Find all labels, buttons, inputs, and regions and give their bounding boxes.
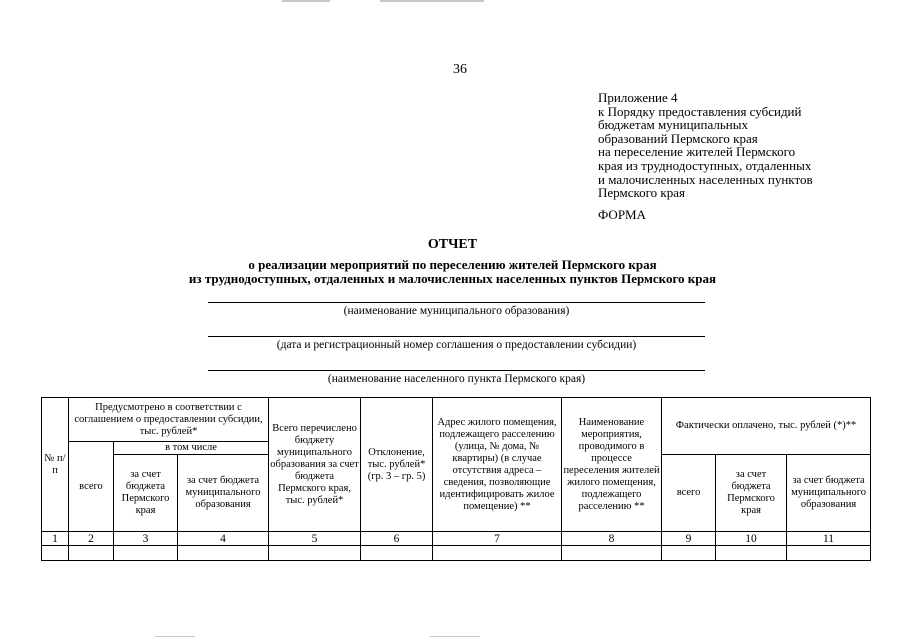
column-number: 2 — [69, 532, 114, 546]
column-number: 8 — [562, 532, 662, 546]
header-paid-regional: за счет бюджета Пермского края — [716, 455, 787, 532]
appendix-line: и малочисленных населенных пунктов — [598, 171, 813, 187]
appendix-block — [598, 91, 898, 200]
agreement-caption: (дата и регистрационный номер соглашения о предоставлении субсидии) — [276, 339, 637, 351]
scan-artifact — [282, 0, 330, 2]
empty-cell — [178, 546, 269, 561]
header-provided-total: всего — [69, 442, 114, 532]
header-transferred: Всего перечислено бюджету муниципального образования за счет бюджета Пермского края, тыс. рублей* — [269, 398, 361, 532]
appendix-line: к Порядку предоставления субсидий — [598, 103, 802, 119]
empty-cell — [662, 546, 716, 561]
empty-cell — [69, 546, 114, 561]
header-paid-total: всего — [662, 455, 716, 532]
municipality-fill-line — [208, 302, 705, 303]
empty-cell — [114, 546, 178, 561]
appendix-line: бюджетам муниципальных — [598, 117, 748, 133]
report-table — [41, 397, 871, 561]
scan-artifact — [155, 636, 195, 637]
scan-artifact — [380, 0, 484, 2]
empty-cell — [42, 546, 69, 561]
empty-cell — [433, 546, 562, 561]
form-label: ФОРМА — [598, 207, 646, 222]
column-number: 10 — [716, 532, 787, 546]
table-row-empty — [42, 546, 871, 561]
page-number: 36 — [453, 62, 467, 77]
column-number: 4 — [178, 532, 269, 546]
header-provided-municipal: за счет бюджета муниципального образования — [178, 455, 269, 532]
column-number: 6 — [361, 532, 433, 546]
header-provided-including: в том числе — [114, 442, 269, 455]
document-subtitle — [0, 258, 905, 286]
column-number: 3 — [114, 532, 178, 546]
appendix-line: образований Пермского края — [598, 130, 758, 146]
header-paid-municipal: за счет бюджета муниципального образования — [787, 455, 871, 532]
subtitle-line: о реализации мероприятий по переселению жителей Пермского края — [248, 257, 657, 272]
appendix-line: Приложение 4 — [598, 90, 678, 105]
empty-cell — [269, 546, 361, 561]
column-numbers-row — [42, 532, 871, 546]
empty-cell — [562, 546, 662, 561]
appendix-line: края из труднодоступных, отдаленных — [598, 157, 812, 173]
empty-cell — [787, 546, 871, 561]
header-provided-group: Предусмотрено в соответствии с соглашением о предоставлении субсидии, тыс. рублей* — [69, 398, 269, 442]
settlement-caption: (наименование населенного пункта Пермского края) — [327, 373, 586, 385]
header-address: Адрес жилого помещения, подлежащего расселению (улица, № дома, № квартиры) (в случае отсутствия адреса – сведения, позволяющие идентифицировать жилое помещение) ** — [433, 398, 562, 532]
appendix-line: на переселение жителей Пермского — [598, 144, 796, 160]
subtitle-line: из труднодоступных, отдаленных и малочисленных населенных пунктов Пермского края — [188, 271, 717, 286]
settlement-fill-line — [208, 370, 705, 371]
municipality-caption: (наименование муниципального образования) — [343, 305, 570, 317]
column-number: 9 — [662, 532, 716, 546]
header-number: № п/п — [42, 398, 69, 532]
appendix-line: Пермского края — [598, 185, 685, 201]
column-number: 11 — [787, 532, 871, 546]
column-number: 7 — [433, 532, 562, 546]
column-number: 1 — [42, 532, 69, 546]
empty-cell — [716, 546, 787, 561]
agreement-fill-line — [208, 336, 705, 337]
column-number: 5 — [269, 532, 361, 546]
header-paid-group: Фактически оплачено, тыс. рублей (*)** — [662, 398, 871, 455]
empty-cell — [361, 546, 433, 561]
header-provided-regional: за счет бюджета Пермского края — [114, 455, 178, 532]
document-title: ОТЧЕТ — [427, 237, 478, 252]
header-event-name: Наименование мероприятия, проводимого в процессе переселения жителей жилого помещения, подлежащего расселению ** — [562, 398, 662, 532]
header-deviation: Отклонение, тыс. рублей* (гр. 3 – гр. 5) — [361, 398, 433, 532]
scan-artifact — [430, 636, 480, 637]
